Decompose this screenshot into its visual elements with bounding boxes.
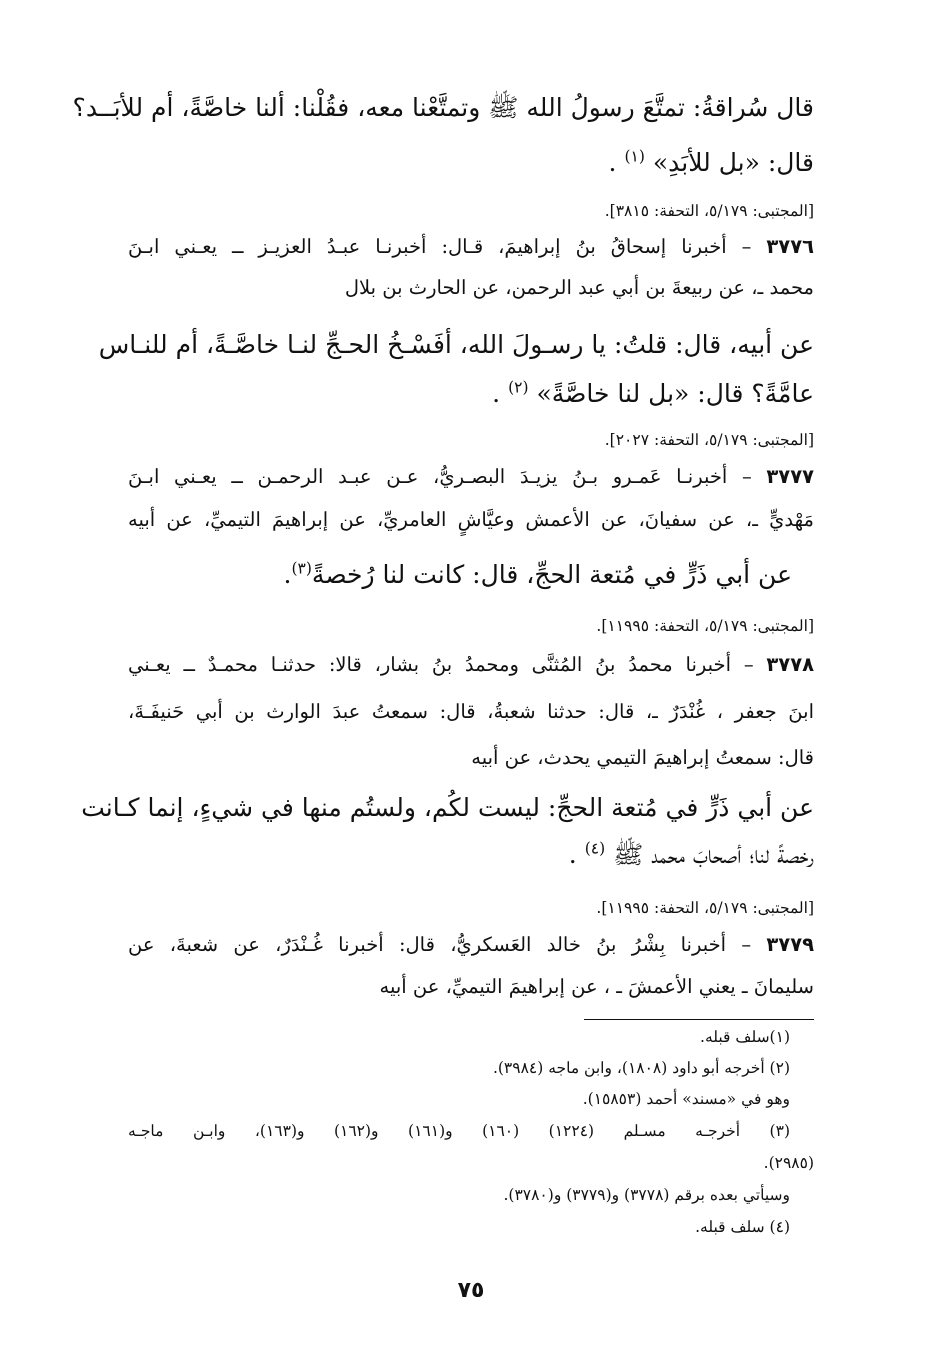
footnote: (١)سلف قبله. bbox=[700, 1028, 790, 1046]
hadith-text: عن أبيه، قال: قلتُ: يا رسـولَ الله، أفَسْـخُ الحـجِّ لنـا خاصَّـةً، أم للنـاس bbox=[98, 330, 814, 359]
footnote: وسيأتي بعده برقم (٣٧٧٨) و(٣٧٧٩) و(٣٧٨٠). bbox=[503, 1186, 790, 1204]
footnote-ref: (١) bbox=[624, 147, 645, 166]
footnote: (٣) أخرجـه مسـلم (١٢٢٤) (١٦٠) و(١٦١) و(١٦٢) و(١٦٣)، وابـن ماجـه bbox=[128, 1122, 790, 1140]
text-line: قال: «بل للأبَدِ» $^{(١)}$ . bbox=[608, 147, 814, 177]
hadith-text: عن أبي ذَرٍّ في مُتعة الحجِّ: ليست لكُم، ولستُم منها في شيءٍ، إنما كـانت bbox=[81, 793, 814, 822]
page-number: ٧٥ bbox=[457, 1278, 485, 1303]
hadith-chain: سليمانَ ـ يعني الأعمشَ ـ ، عن إبراهيمَ التيميِّ، عن أبيه bbox=[379, 975, 814, 998]
hadith-number: ٣٧٧٦ bbox=[766, 235, 814, 258]
footnote-separator bbox=[584, 1019, 814, 1020]
hadith-heading: ٣٧٧٩ – أخبرنا بِشْرُ بنُ خالد العَسكريُّ، قال: أخبرنا غُـنْدَرٌ، عن شعبةَ، عن bbox=[128, 933, 814, 956]
source-reference: [المجتبى: ٥/١٧٩، التحفة: ٢٠٢٧]. bbox=[604, 431, 814, 449]
source-reference: [المجتبى: ٥/١٧٩، التحفة: ١١٩٩٥]. bbox=[596, 899, 814, 917]
hadith-number: ٣٧٧٩ bbox=[766, 933, 814, 956]
footnote-ref: (٢) bbox=[508, 378, 529, 397]
source-reference: [المجتبى: ٥/١٧٩، التحفة: ١١٩٩٥]. bbox=[596, 617, 814, 635]
footnote: (٢٩٨٥). bbox=[763, 1154, 814, 1172]
hadith-chain: ابنَ جعفر ، غُنْدَرٌ ـ، قال: حدثنا شعبةُ، قال: سمعتُ عبدَ الوارث بن أبي حَنيفَـةَ، bbox=[128, 700, 814, 723]
hadith-chain: قال: سمعتُ إبراهيمَ التيمي يحدث، عن أبيه bbox=[471, 746, 814, 769]
hadith-text: رخصةً لنا؛ أصحابَ محمد ﷺ $^{(٤)}$ . bbox=[568, 839, 814, 869]
footnote: وهو في «مسند» أحمد (١٥٨٥٣). bbox=[582, 1090, 790, 1108]
hadith-number: ٣٧٧٧ bbox=[766, 465, 814, 488]
footnote-ref: (٣) bbox=[291, 559, 312, 578]
source-reference: [المجتبى: ٥/١٧٩، التحفة: ٣٨١٥]. bbox=[604, 202, 814, 220]
hadith-text: عامَّةً؟ قال: «بل لنا خاصَّةً» $^{(٢)}$ . bbox=[492, 378, 814, 408]
hadith-text: عن أبي ذَرٍّ في مُتعة الحجِّ، قال: كانت لنا رُخصةً$^{(٣)}$. bbox=[283, 559, 792, 589]
footnote: (٢) أخرجه أبو داود (١٨٠٨)، وابن ماجه (٣٩٨٤). bbox=[492, 1059, 790, 1077]
footnote: (٤) سلف قبله. bbox=[695, 1218, 790, 1236]
hadith-heading: ٣٧٧٦ – أخبرنا إسحاقُ بنُ إبراهيمَ، قـال: أخبرنـا عبـدُ العزيـز ــ يعـني ابـنَ bbox=[128, 235, 814, 258]
hadith-heading: ٣٧٧٧ – أخبرنـا عَمـرو بـنُ يزيـدَ البصـريُّ، عـن عبـد الرحمـن ــ يعـني ابـنَ bbox=[128, 465, 814, 488]
hadith-heading: ٣٧٧٨ – أخبرنا محمدُ بنُ المُثنَّى ومحمدُ بنُ بشار، قالا: حدثنـا محمـدٌ ــ يعـني bbox=[128, 653, 814, 676]
footnote-ref: (٤) bbox=[584, 839, 606, 858]
hadith-chain: محمد ـ، عن ربيعةَ بن أبي عبد الرحمن، عن الحارث بن بلال bbox=[344, 276, 814, 299]
hadith-number: ٣٧٧٨ bbox=[766, 653, 814, 676]
hadith-chain: مَهْديٍّ ـ، عن سفيانَ، عن الأعمش وعيَّاشٍ العامريِّ، عن إبراهيمَ التيميِّ، عن أبيه bbox=[128, 508, 814, 531]
text-line: قال سُراقةُ: تمتَّعَ رسولُ الله ﷺ وتمتَّعْنا معه، فقُلْنا: ألنا خاصَّةً، أم للأبَــد؟ bbox=[72, 93, 814, 122]
